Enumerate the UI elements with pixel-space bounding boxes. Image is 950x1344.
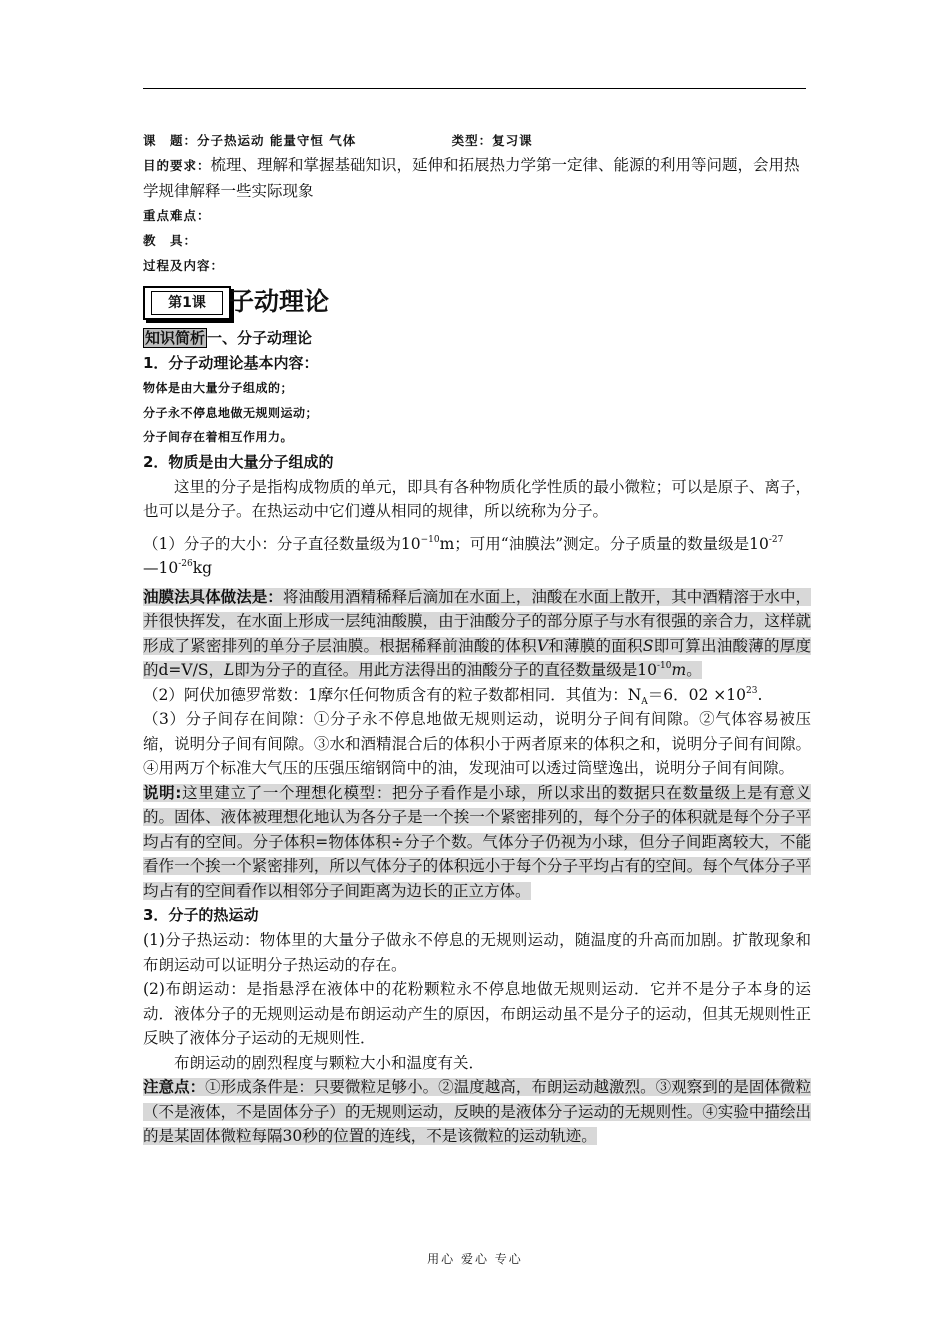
s1-item-3: 分子间存在着相互作用力。 (143, 430, 294, 444)
s2-note: 说明:这里建立了一个理想化模型：把分子看作是小球，所以求出的数据只在数量级上是有意义的。固体、液体被理想化地认为各分子是一个挨一个紧密排列的，每个分子的体积就是每个分子平均占有的空间。分子体积=物体体积÷分子个数。气体分子仍视为小球，但分子间距离较大，不能看作一个挨一个紧密排列，所以气体分子的体积远小于每个分子平均占有的空间。每个气体分子平均占有的空间看作以相邻分子间距离为边长的正立方体。 (143, 783, 811, 900)
section-title: 一、分子动理论 (207, 329, 313, 347)
s2-title: 2．物质是由大量分子组成的 (143, 452, 334, 471)
process-label: 过程及内容 (143, 258, 211, 273)
molecule-size: （1）分子的大小：分子直径数量级为$10^{-10}m$；可用“油膜法”测定。分子质量的数量级是$10^{-27}$ $—10^{-26}kg$ (143, 534, 784, 577)
lesson-number-box (143, 286, 231, 320)
type-value: 复习课 (492, 133, 533, 148)
topic-value: 分子热运动 能量守恒 气体 (197, 133, 357, 148)
key-points-label: 重点难点 (143, 208, 198, 223)
brownian-intensity: 布朗运动的剧烈程度与颗粒大小和温度有关． (174, 1053, 485, 1072)
section-heading (143, 326, 811, 351)
header-rule (143, 88, 806, 89)
type-label: 类型 (451, 133, 479, 148)
s1-title: 1．分子动理论基本内容： (143, 354, 319, 372)
document-body (143, 128, 811, 1149)
molecular-gap: （3）分子间存在间隙：①分子永不停息地做无规则运动，说明分子间有间隙。②气体容易被压缩，说明分子间有间隙。③水和酒精混合后的体积小于两者原来的体积之和，说明分子间有间隙。④用两万个标准大气压的压强压缩钢筒中的油，发现油可以透过筒壁逸出，说明分子间有间隙。 (143, 710, 811, 777)
lesson-title: 子动理论 (229, 287, 330, 316)
topic-line: 课 题：分子热运动 能量守恒 气体 类型：复习课 (143, 128, 811, 153)
objective-text: 梳理、理解和掌握基础知识，延伸和拓展热力学第一定律、能源的利用等问题，会用热学规律解释一些实际现象 (143, 156, 800, 200)
tools-line: 教 具： (143, 233, 198, 248)
s2-intro: 这里的分子是指构成物质的单元，即具有各种物质化学性质的最小微粒；可以是原子、离子，也可以是分子。在热运动中它们遵从相同的规律，所以统称为分子。 (143, 477, 811, 520)
page-footer: 用心 爱心 专心 (427, 1252, 523, 1266)
process-line: 过程及内容： (143, 258, 225, 273)
brownian-motion: (2)布朗运动：是指悬浮在液体中的花粉颗粒永不停息地做无规则运动．它并不是分子本身的运动．液体分子的无规则运动是布朗运动产生的原因，布朗运动虽不是分子的运动，但其无规则性正反映了液体分子运动的无规则性． (143, 980, 811, 1047)
objective-label: 目的要求 (143, 158, 198, 173)
s3-note-label: 注意点： (143, 1078, 206, 1096)
s1-item-2: 分子永不停息地做无规则运动； (143, 405, 319, 420)
tools-label: 教 具 (143, 233, 184, 248)
knowledge-badge: 知识简析 (145, 329, 206, 347)
topic-label: 课 题 (143, 133, 184, 148)
s3-title: 3．分子的热运动 (143, 906, 259, 924)
key-points-line: 重点难点： (143, 208, 211, 223)
s1-item-1: 物体是由大量分子组成的； (143, 381, 294, 395)
lesson-heading (143, 282, 811, 326)
avogadro-constant: （2）阿伏加德罗常数：1摩尔任何物质含有的粒子数都相同．其值为：$N_A=6$．$02 \times 10^{23}$. (143, 685, 763, 707)
s3-note: 注意点：①形成条件是：只要微粒足够小。②温度越高，布朗运动越激烈。③观察到的是固体微粒（不是液体，不是固体分子）的无规则运动，反映的是液体分子运动的无规则性。④实验中描绘出的是某固体微粒每隔30秒的位置的连线，不是该微粒的运动轨迹。 (143, 1078, 811, 1145)
objective: 目的要求：梳理、理解和掌握基础知识，延伸和拓展热力学第一定律、能源的利用等问题，会用热学规律解释一些实际现象 (143, 156, 800, 200)
lesson-number: 第1课 (151, 291, 223, 315)
thermal-motion: (1)分子热运动：物体里的大量分子做永不停息的无规则运动，随温度的升高而加剧。扩散现象和布朗运动可以证明分子热运动的存在。 (143, 931, 811, 974)
oil-film-label: 油膜法具体做法是： (143, 587, 283, 606)
oil-film-method: 油膜法具体做法是：将油酸用酒精稀释后滴加在水面上，油酸在水面上散开，其中酒精溶于水中，并很快挥发，在水面上形成一层纯油酸膜，由于油酸分子的部分原子与水有很强的亲合力，这样就形成了紧密排列的单分子层油膜。根据稀释前油酸的体积V和薄膜的面积S即可算出油酸薄的厚度的d=V/S，L即为分子的直径。用此方法得出的油酸分子的直径数量级是$10^{-10}m$。 (143, 587, 811, 679)
s2-note-label: 说明: (143, 783, 182, 802)
